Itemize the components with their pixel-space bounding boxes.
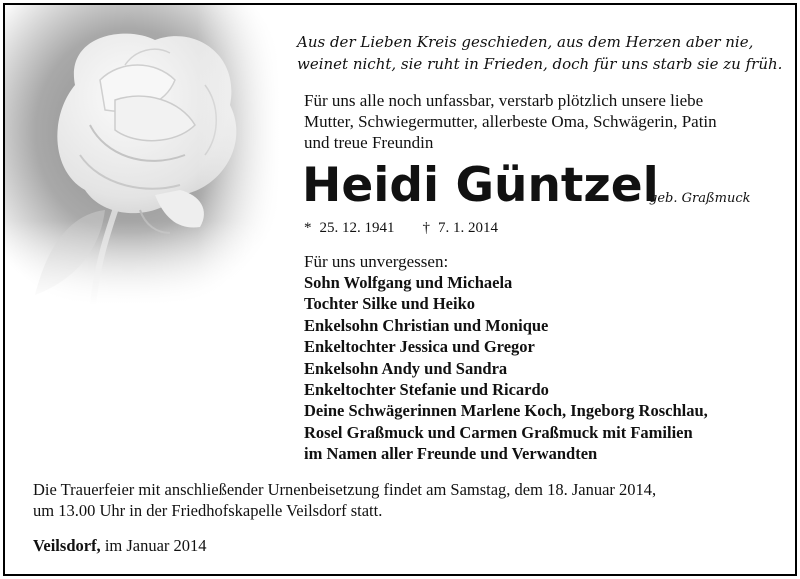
place-date: im Januar 2014 — [104, 536, 207, 555]
intro-line-3: und treue Freundin — [304, 133, 434, 152]
maiden-name: geb. Graßmuck — [649, 191, 751, 206]
deceased-name-row — [302, 157, 792, 215]
service-line-1: Die Trauerfeier mit anschließender Urnenbeisetzung findet am Samstag, dem 18. Januar 2014, — [33, 480, 657, 499]
mourner-line: Deine Schwägerinnen Marlene Koch, Ingeborg Roschlau, — [304, 401, 708, 421]
mourner-line: Rosel Graßmuck und Carmen Graßmuck mit Familien — [304, 422, 693, 442]
mourner-line: Enkeltochter Stefanie und Ricardo — [304, 380, 549, 400]
mourner-line: Enkeltochter Jessica und Gregor — [304, 337, 535, 357]
obituary-notice — [3, 3, 797, 576]
place-town: Veilsdorf, — [33, 536, 101, 555]
white-rose-icon — [5, 5, 280, 305]
unforgotten-heading: Für uns unvergessen: — [304, 252, 449, 271]
birth-date: 25. 12. 1941 — [319, 220, 395, 236]
life-dates — [304, 218, 498, 238]
place-and-date — [33, 535, 207, 556]
death-symbol: † — [422, 220, 430, 236]
service-line-2: um 13.00 Uhr in der Friedhofskapelle Veilsdorf statt. — [33, 501, 383, 520]
verse-line-2: weinet nicht, sie ruht in Frieden, doch für uns starb sie zu früh. — [297, 55, 783, 73]
verse-line-1: Aus der Lieben Kreis geschieden, aus dem Herzen aber nie, — [297, 33, 754, 51]
intro-line-2: Mutter, Schwiegermutter, allerbeste Oma, Schwägerin, Patin — [304, 112, 717, 131]
funeral-service-info — [33, 479, 773, 521]
death-date: 7. 1. 2014 — [438, 220, 498, 236]
memorial-verse — [297, 31, 782, 75]
intro-line-1: Für uns alle noch unfassbar, verstarb plötzlich unsere liebe — [304, 91, 704, 110]
birth-symbol: * — [304, 220, 312, 236]
mourner-line: Tochter Silke und Heiko — [304, 294, 476, 314]
deceased-name: Heidi Güntzel — [302, 158, 659, 213]
mourner-line: im Namen aller Freunde und Verwandten — [304, 444, 598, 464]
mourner-line: Enkelsohn Andy und Sandra — [304, 358, 508, 378]
mourners-list — [304, 272, 789, 465]
mourner-line: Sohn Wolfgang und Michaela — [304, 273, 513, 292]
mourner-line: Enkelsohn Christian und Monique — [304, 315, 549, 335]
announcement-intro — [304, 90, 784, 153]
